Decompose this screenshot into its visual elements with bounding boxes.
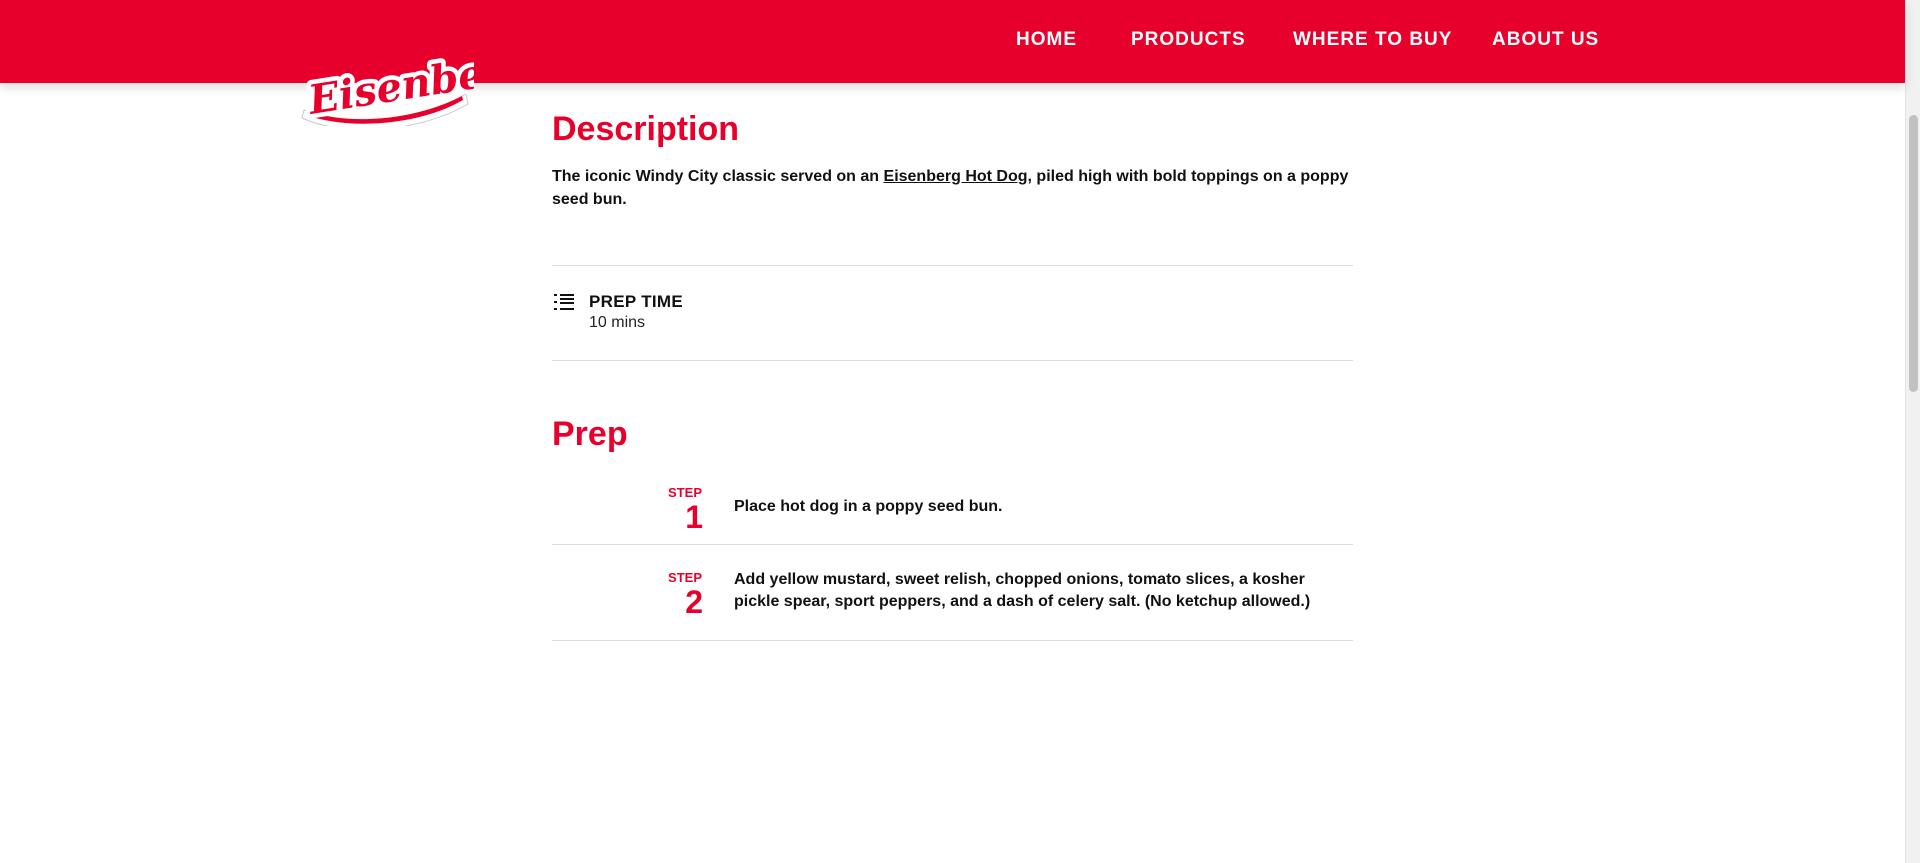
prep-time-value: 10 mins xyxy=(589,314,646,331)
nav-where-to-buy[interactable]: WHERE TO BUY xyxy=(1293,29,1453,50)
step-number: 1 xyxy=(685,499,703,535)
svg-text:Eisenberg: Eisenberg xyxy=(305,48,474,124)
prep-heading: Prep xyxy=(552,415,628,453)
site-header xyxy=(0,0,1905,83)
step-label: STEP xyxy=(668,570,702,585)
step-text: Add yellow mustard, sweet relish, chopped onions, tomato slices, a kosher pickle spear, sport peppers, and a dash of celery salt. (No ketchup allowed.) xyxy=(734,571,1311,610)
svg-text:Eisenberg: Eisenberg xyxy=(305,48,474,124)
divider xyxy=(552,360,1353,361)
divider xyxy=(552,265,1353,266)
divider xyxy=(552,640,1353,641)
description-text: The iconic Windy City classic served on an Eisenberg Hot Dog, piled high with bold toppings on a poppy seed bun. xyxy=(552,168,1349,208)
list-icon xyxy=(554,293,574,311)
nav-products[interactable]: PRODUCTS xyxy=(1131,29,1246,50)
scrollbar[interactable] xyxy=(1905,0,1920,863)
prep-time-label: PREP TIME xyxy=(589,292,684,311)
step-number: 2 xyxy=(685,584,703,620)
eisenberg-hot-dog-link[interactable]: Eisenberg Hot Dog xyxy=(883,168,1028,185)
nav-about-us[interactable]: ABOUT US xyxy=(1492,29,1600,50)
step-text: Place hot dog in a poppy seed bun. xyxy=(734,498,1003,515)
step-label: STEP xyxy=(668,485,702,500)
scrollbar-thumb[interactable] xyxy=(1909,115,1918,392)
divider xyxy=(552,544,1353,545)
logo-wordmark xyxy=(298,48,474,126)
description-heading: Description xyxy=(552,110,740,148)
nav-home[interactable]: HOME xyxy=(1016,29,1077,50)
eisenberg-logo[interactable] xyxy=(298,48,474,126)
